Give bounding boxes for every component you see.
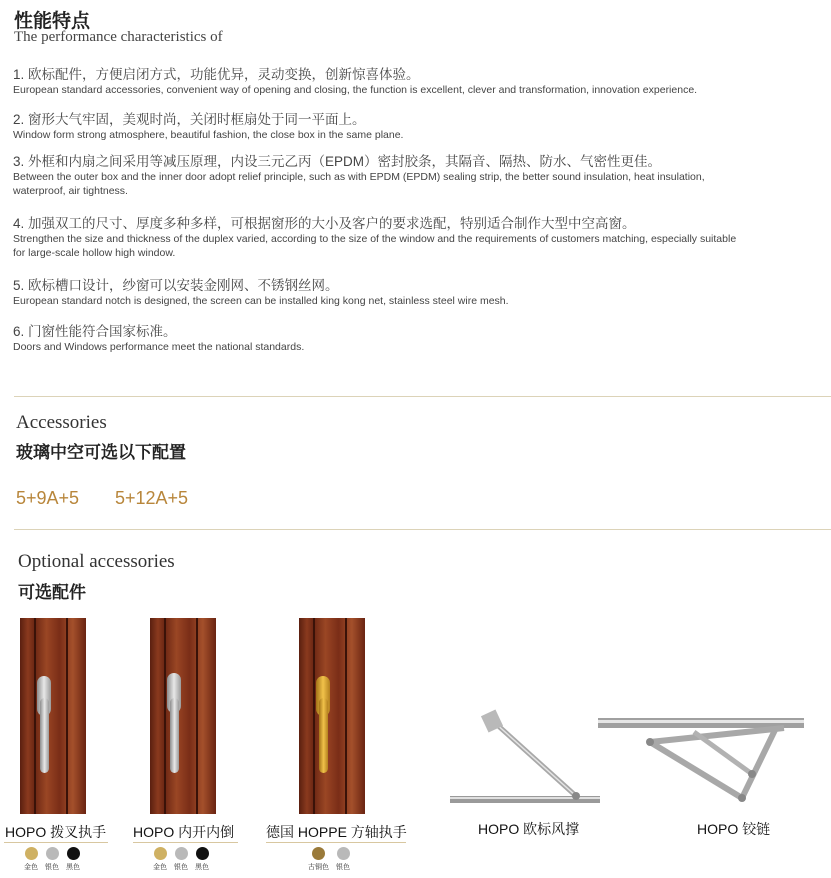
feature-text-cn: 1. 欧标配件，方便启闭方式，功能优异，灵动变换，创新惊喜体验。 [13, 67, 420, 82]
feature-item [13, 323, 813, 354]
swatch-silver: 银色 [336, 847, 350, 872]
swatch-bronze: 古铜色 [308, 847, 329, 872]
divider [14, 529, 831, 530]
feature-text-en: Strengthen the size and thickness of the duplex varied, according to the size of the window and the requirements of customers matching, especially suitable for large-scale hollow high window. [13, 233, 737, 259]
feature-text-en: European standard notch is designed, the screen can be installed king kong net, stainless steel wire mesh. [13, 295, 509, 307]
section-title-cn: 性能特点 [14, 11, 91, 32]
color-swatches [308, 847, 350, 872]
feature-text-cn: 3. 外框和内扇之间采用等减压原理，内设三元乙丙（EPDM）密封胶条，其隔音、隔热、防水、气密性更佳。 [13, 154, 662, 169]
feature-item [13, 153, 813, 198]
swatch-gold: 金色 [153, 847, 167, 872]
feature-text-cn: 5. 欧标槽口设计，纱窗可以安装金刚网、不锈钢丝网。 [13, 278, 339, 293]
feature-item [13, 215, 813, 260]
feature-text-cn: 6. 门窗性能符合国家标准。 [13, 324, 177, 339]
feature-item [13, 277, 813, 308]
feature-text-en: Between the outer box and the inner door adopt relief principle, such as with EPDM (EPDM) sealing strip, the better sound insulation, heat insulation, waterproof, air tightness. [13, 171, 705, 197]
swatch-gold: 金色 [24, 847, 38, 872]
swatch-black: 黑色 [66, 847, 80, 872]
product-label: HOPO 拨叉执手 [5, 824, 107, 840]
section-title-en: The performance characteristics of [14, 29, 223, 45]
feature-text-en: Doors and Windows performance meet the national standards. [13, 341, 305, 353]
swatch-silver: 银色 [45, 847, 59, 872]
product-label: HOPO 内开内倒 [133, 824, 235, 840]
divider [266, 842, 406, 843]
window-frame-image [299, 618, 365, 814]
glass-option: 5+9A+5 [16, 488, 80, 508]
swatch-silver: 银色 [174, 847, 188, 872]
feature-text-cn: 4. 加强双工的尺寸、厚度多种多样，可根据窗形的大小及客户的要求选配，特别适合制作大型中空高窗。 [13, 216, 636, 231]
optional-title-en: Optional accessories [18, 551, 175, 572]
product-label: 德国 HOPPE 方轴执手 [266, 824, 407, 840]
product-label: HOPO 铰链 [697, 821, 771, 837]
divider [133, 842, 238, 843]
window-frame-image [150, 618, 216, 814]
feature-item [13, 111, 813, 142]
friction-stay-image [446, 708, 604, 808]
product-label: HOPO 欧标风撑 [478, 821, 580, 837]
divider [14, 396, 831, 397]
optional-title-cn: 可选配件 [18, 583, 86, 602]
feature-text-en: European standard accessories, convenient way of opening and closing, the function is excellent, clever and transformation, innovation experience. [13, 84, 698, 96]
glass-option: 5+12A+5 [115, 488, 189, 508]
hinge-image [594, 712, 810, 812]
accessories-title-en: Accessories [16, 412, 107, 433]
divider [4, 842, 108, 843]
feature-item [13, 66, 813, 97]
color-swatches [24, 847, 80, 872]
window-frame-image [20, 618, 86, 814]
swatch-black: 黑色 [195, 847, 209, 872]
feature-text-en: Window form strong atmosphere, beautiful fashion, the close box in the same plane. [13, 129, 404, 141]
accessories-title-cn: 玻璃中空可选以下配置 [16, 443, 186, 462]
color-swatches [153, 847, 209, 872]
feature-text-cn: 2. 窗形大气牢固，美观时尚，关闭时框扇处于同一平面上。 [13, 112, 366, 127]
